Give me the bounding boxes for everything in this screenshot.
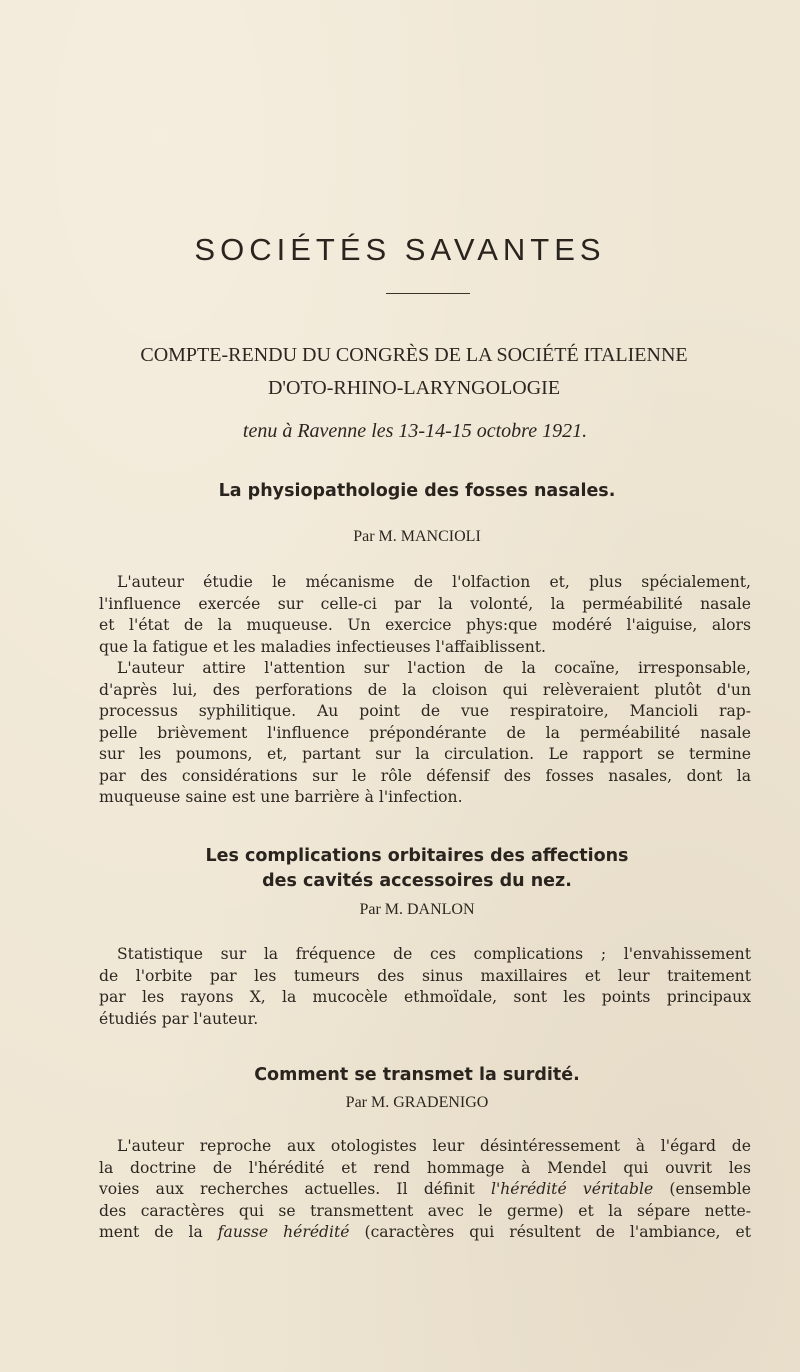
body-line: étudiés par l'auteur. (99, 1009, 259, 1028)
body-text: (caractères qui résultent de l'ambiance, et (349, 1223, 751, 1241)
emphasis-text: fausse hérédité (217, 1223, 350, 1241)
section-body-mancioli (99, 572, 751, 809)
body-line: l'influence exercée sur celle-ci par la volonté, la perméabilité nasale (99, 594, 751, 613)
byline-gradenigo: Par M. GRADENIGO (345, 1094, 489, 1111)
section-body-gradenigo (99, 1136, 751, 1244)
body-line: Statistique sur la fréquence de ces complications ; l'envahissement (117, 945, 751, 963)
body-line (99, 1179, 751, 1201)
body-line: pelle brièvement l'influence prépondérante de la perméabilité nasale (99, 723, 751, 742)
section-body-danlon (99, 944, 751, 1030)
body-line (99, 1222, 751, 1244)
body-line: que la fatigue et les maladies infectieuses l'affaiblissent. (99, 637, 547, 656)
congress-date: tenu à Ravenne les 13-14-15 octobre 1921. (242, 420, 588, 442)
section-heading-surdite: Comment se transmet la surdité. (254, 1065, 580, 1085)
congress-title-line-2: D'OTO-RHINO-LARYNGOLOGIE (267, 377, 561, 399)
emphasis-text: l'hérédité véritable (490, 1180, 654, 1198)
body-line: des caractères qui se transmettent avec le germe) et la sépare nette- (99, 1201, 751, 1220)
body-line: la doctrine de l'hérédité et rend hommage à Mendel qui ouvrit les (99, 1158, 751, 1177)
section-heading-physiopathologie: La physiopathologie des fosses nasales. (218, 481, 616, 501)
congress-title-line-1: COMPTE-RENDU DU CONGRÈS DE LA SOCIÉTÉ ITALIENNE (140, 344, 688, 366)
body-line: L'auteur étudie le mécanisme de l'olfaction et, plus spécialement, (117, 573, 751, 591)
body-line: muqueuse saine est une barrière à l'infection. (99, 788, 463, 806)
body-line: L'auteur attire l'attention sur l'action de la cocaïne, irresponsable, (117, 659, 751, 677)
body-line: par les rayons X, la mucocèle ethmoïdale, sont les points principaux (99, 988, 751, 1006)
body-line: L'auteur reproche aux otologistes leur désintéressement à l'égard de (117, 1137, 751, 1155)
body-text: voies aux recherches actuelles. Il définit (99, 1180, 491, 1198)
title-divider (386, 293, 470, 294)
page-title: SOCIÉTÉS SAVANTES (194, 232, 606, 267)
body-line: de l'orbite par les tumeurs des sinus maxillaires et leur traitement (99, 966, 751, 985)
body-text: ment de la (99, 1223, 218, 1241)
body-line: par des considérations sur le rôle défensif des fosses nasales, dont la (99, 766, 751, 785)
section-heading-complications-line-2: des cavités accessoires du nez. (262, 871, 572, 891)
body-line: sur les poumons, et, partant sur la circulation. Le rapport se termine (99, 745, 751, 763)
body-line: d'après lui, des perforations de la cloison qui relèveraient plutôt d'un (99, 680, 751, 699)
body-line: et l'état de la muqueuse. Un exercice phys:que modéré l'aiguise, alors (99, 616, 751, 634)
byline-danlon: Par M. DANLON (359, 901, 475, 918)
section-heading-complications-line-1: Les complications orbitaires des affections (205, 846, 629, 866)
body-text: (ensemble (653, 1180, 751, 1198)
byline-mancioli: Par M. MANCIOLI (353, 528, 481, 545)
body-line: processus syphilitique. Au point de vue respiratoire, Mancioli rap- (99, 702, 751, 720)
